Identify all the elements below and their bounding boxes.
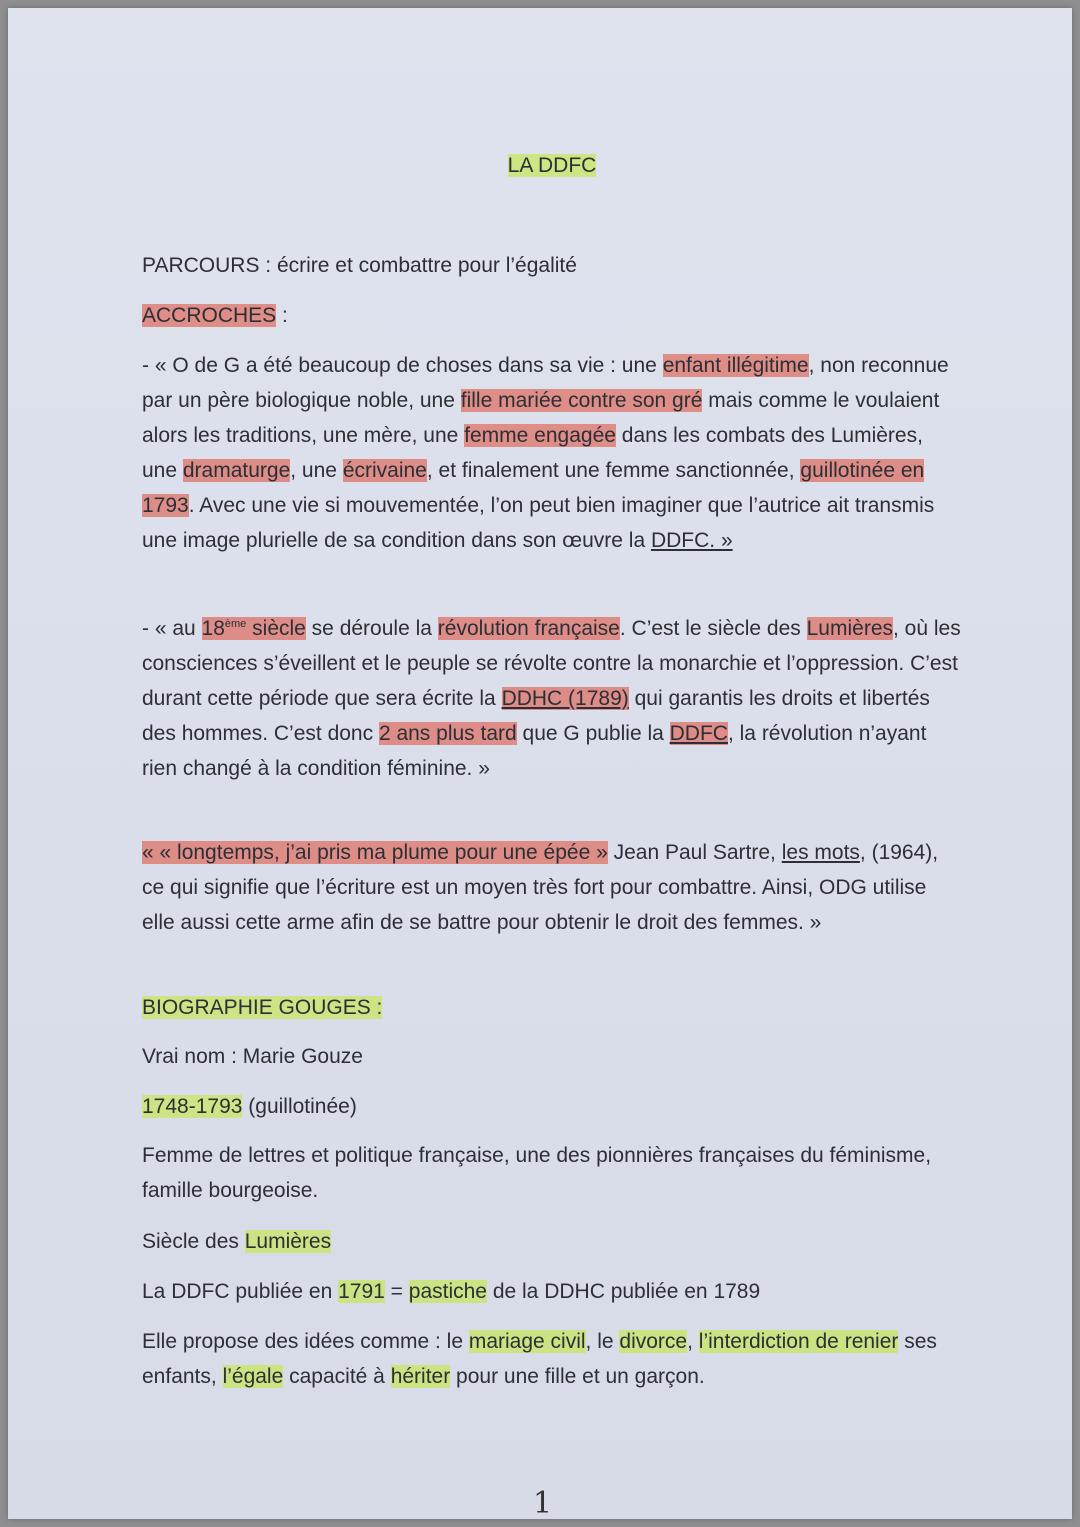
page-title: [142, 148, 962, 183]
siecle-line: Siècle des Lumières: [142, 1230, 332, 1253]
page-number: 1: [533, 1486, 553, 1521]
vrai-nom-line: Vrai nom : Marie Gouze: [142, 1045, 363, 1068]
dates-line: 1748-1793 (guillotinée): [142, 1095, 357, 1118]
title-text: LA DDFC: [507, 154, 597, 177]
accroche-paragraph-3: « « longtemps, j’ai pris ma plume pour une épée » Jean Paul Sartre, les mots, (1964), ce qui signifie que l’écriture est un moyen très fort pour combattre. Ainsi, ODG utilise elle aussi cette arme afin de se battre pour obtenir le droit des femmes. »: [142, 841, 939, 934]
accroche-paragraph-2: - « au 18ème siècle se déroule la révolution française. C’est le siècle des Lumières, où les consciences s’éveillent et le peuple se révolte contre la monarchie et l’oppression. C’est durant cette période que sera écrite la DDHC (1789) qui garantis les droits et libertés des hommes. C’est donc 2 ans plus tard que G publie la DDFC, la révolution n’ayant rien changé à la condition féminine. »: [142, 617, 961, 780]
accroche-paragraph-1: - « O de G a été beaucoup de choses dans sa vie : une enfant illégitime, non reconnue par un père biologique noble, une fille mariée contre son gré mais comme le voulaient alors les traditions, une mère, une femme engagée dans les combats des Lumières, une dramaturge, une écrivaine, et finalement une femme sanctionnée, guillotinée en 1793. Avec une vie si mouvementée, l’on peut bien imaginer que l’autrice ait transmis une image plurielle de sa condition dans son œuvre la DDFC. »: [142, 354, 949, 552]
ddfc-publication-line: La DDFC publiée en 1791 = pastiche de la DDHC publiée en 1789: [142, 1280, 761, 1303]
biographie-heading: BIOGRAPHIE GOUGES :: [142, 996, 383, 1019]
femme-de-lettres-paragraph: Femme de lettres et politique française, une des pionnières françaises du féminisme, famille bourgeoise.: [142, 1144, 932, 1202]
parcours-line: PARCOURS : écrire et combattre pour l’égalité: [142, 254, 577, 277]
accroches-heading: ACCROCHES :: [142, 304, 288, 327]
paper-sheet: [8, 8, 1072, 1519]
idees-paragraph: Elle propose des idées comme : le mariage civil, le divorce, l’interdiction de renier ses enfants, l’égale capacité à hériter pour une fille et un garçon.: [142, 1330, 937, 1388]
